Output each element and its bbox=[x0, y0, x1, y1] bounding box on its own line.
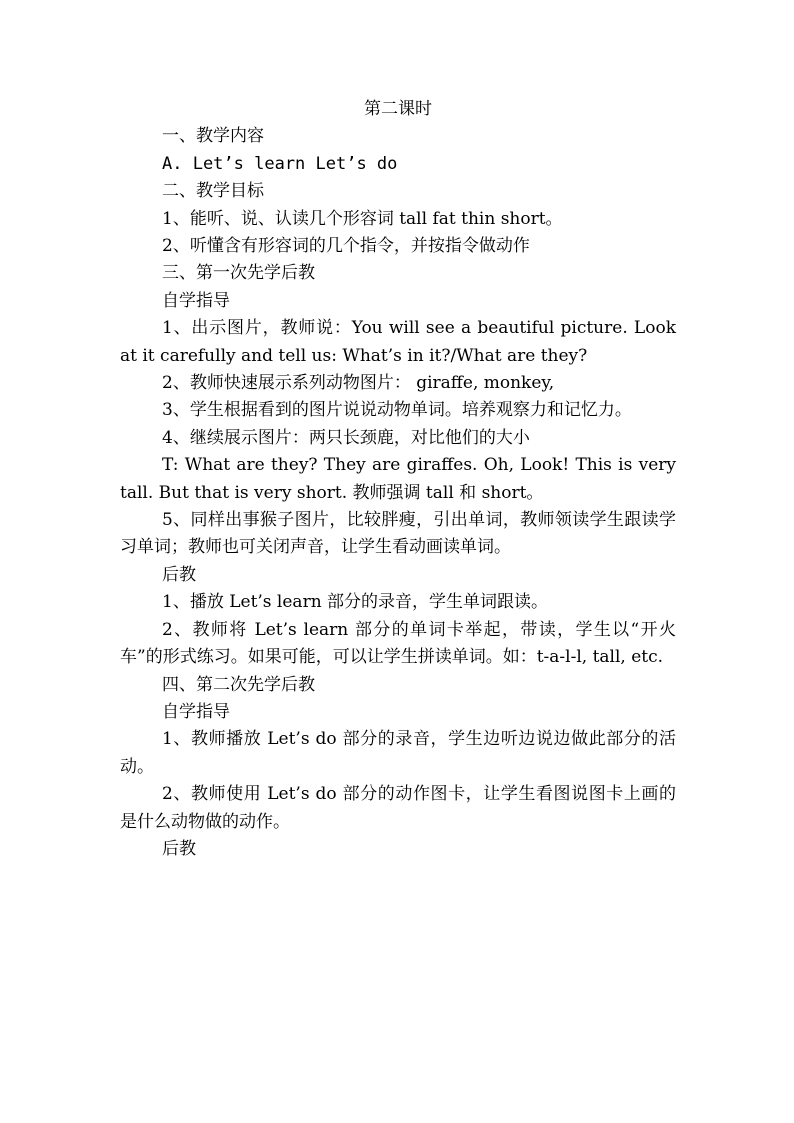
step-paragraph: 4、继续展示图片：两只长颈鹿，对比他们的大小 bbox=[162, 427, 530, 448]
step-paragraph: 3、学生根据看到的图片说说动物单词。培养观察力和记忆力。 bbox=[162, 400, 632, 421]
objective-item: 1、能听、说、认读几个形容词 tall fat thin short。 bbox=[162, 208, 563, 229]
section-heading-objectives: 二、教学目标 bbox=[162, 181, 264, 202]
subheading-teaching: 后教 bbox=[162, 838, 196, 859]
objective-item: 2、听懂含有形容词的几个指令，并按指令做动作 bbox=[162, 236, 530, 257]
step-paragraph: 1、教师播放 Let’s do 部分的录音，学生边听边说边做此部分的活动。 bbox=[120, 729, 676, 777]
subheading-teaching: 后教 bbox=[162, 564, 196, 585]
step-paragraph: 1、出示图片，教师说：You will see a beautiful picture. Look at it carefully and tell us: What’s in it?/What are they? bbox=[120, 318, 676, 366]
step-paragraph: 1、播放 Let’s learn 部分的录音，学生单词跟读。 bbox=[162, 592, 549, 613]
dialogue-paragraph: T: What are they? They are giraffes. Oh, Look! This is very tall. But that is very short. 教师强调 tall 和 short。 bbox=[120, 455, 676, 503]
step-paragraph: 2、教师将 Let’s learn 部分的单词卡举起，带读，学生以“开火车”的形式练习。如果可能，可以让学生拼读单词。如：t-a-l-l, tall, etc. bbox=[120, 619, 676, 668]
step-paragraph: 2、教师快速展示系列动物图片： giraffe, monkey, bbox=[162, 373, 555, 394]
section-heading-content: 一、教学内容 bbox=[162, 126, 264, 147]
content-item: A. Let’s learn Let’s do bbox=[162, 153, 398, 174]
section-heading-first-round: 三、第一次先学后教 bbox=[162, 263, 315, 284]
subheading-self-study: 自学指导 bbox=[162, 290, 230, 311]
document-title: 第二课时 bbox=[364, 99, 432, 119]
document-page bbox=[120, 96, 676, 863]
section-heading-second-round: 四、第二次先学后教 bbox=[162, 674, 315, 695]
step-paragraph: 2、教师使用 Let’s do 部分的动作图卡，让学生看图说图卡上画的是什么动物做的动作。 bbox=[120, 784, 676, 832]
subheading-self-study: 自学指导 bbox=[162, 701, 230, 722]
step-paragraph: 5、同样出事猴子图片，比较胖瘦，引出单词，教师领读学生跟读学习单词；教师也可关闭声音，让学生看动画读单词。 bbox=[120, 510, 676, 558]
